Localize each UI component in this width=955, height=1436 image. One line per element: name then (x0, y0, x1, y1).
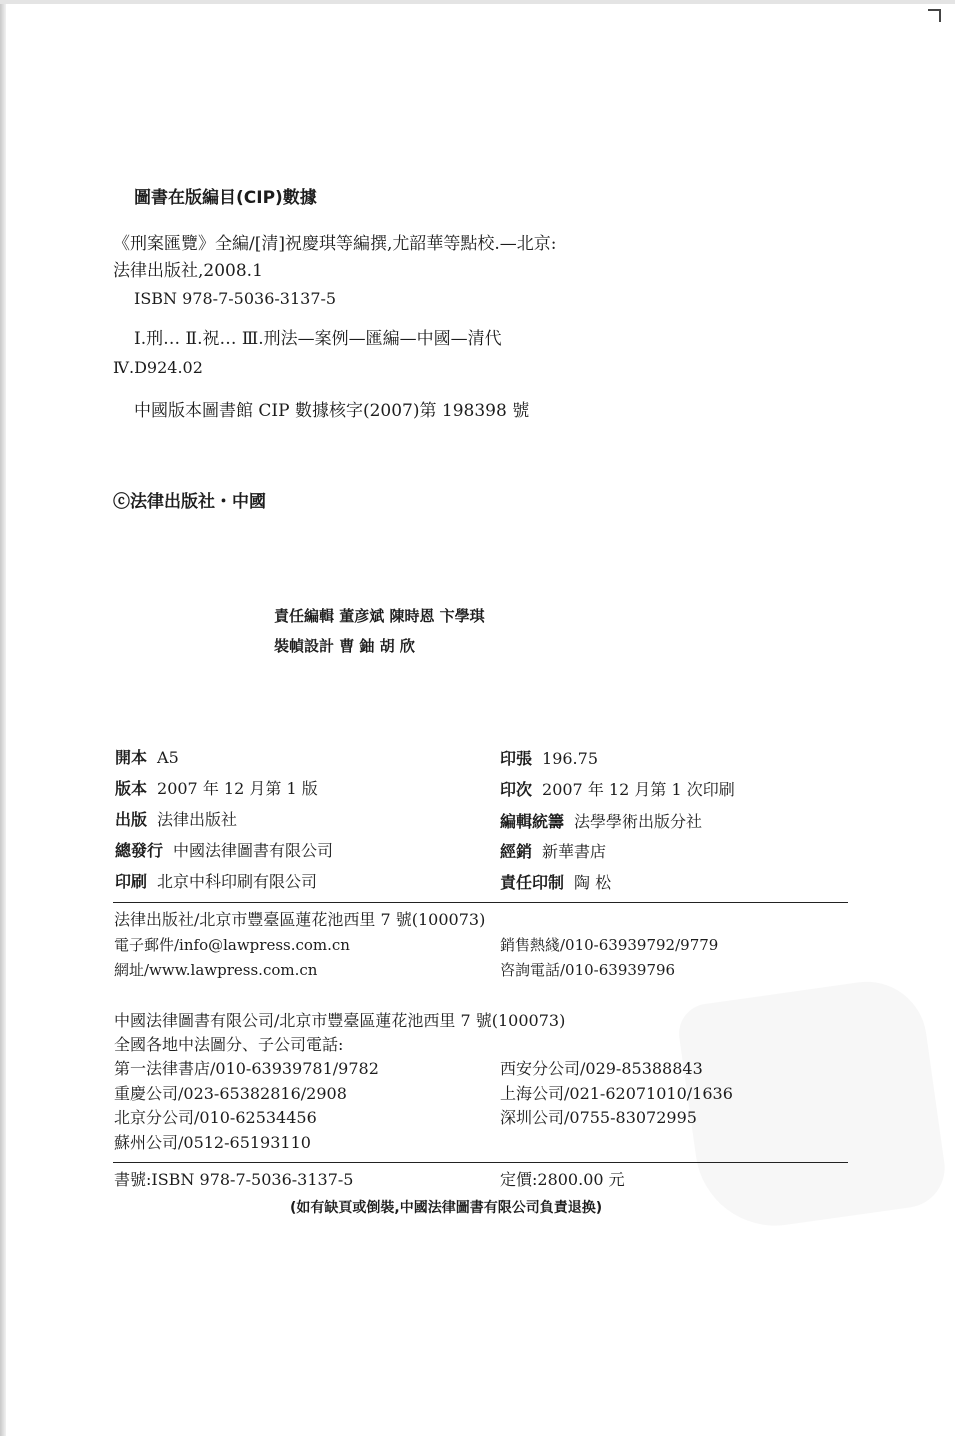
branch-right-3: 深圳公司/0755-83072995 (500, 1108, 697, 1127)
spec-publisher-label: 出版 (115, 810, 148, 829)
spec-sheets (500, 749, 598, 769)
branch-left-2: 重慶公司/023-65382816/2908 (114, 1084, 347, 1103)
responsible-editors: 責任編輯 董彦斌 陳時恩 卞學琪 (274, 607, 485, 625)
spec-print-supervisor (500, 873, 611, 893)
spec-editorial-label: 編輯統籌 (500, 812, 565, 831)
copyright-line: ⓒ法律出版社・中國 (113, 492, 266, 512)
cip-line-2: 法律出版社,2008.1 (113, 261, 263, 281)
branch-left-4: 蘇州公司/0512-65193110 (114, 1133, 311, 1152)
spec-print-supervisor-value: 陶 松 (574, 873, 612, 892)
publisher-address: 法律出版社/北京市豐臺區蓮花池西里 7 號(100073) (114, 910, 486, 929)
page-top-edge (0, 0, 955, 4)
spec-publisher (115, 810, 237, 830)
spec-format-label: 開本 (115, 748, 148, 767)
spec-printing-value: 2007 年 12 月第 1 次印刷 (542, 780, 735, 799)
spec-print-supervisor-label: 責任印制 (500, 873, 565, 892)
branch-left-3: 北京分公司/010-62534456 (114, 1108, 317, 1127)
cip-record: 中國版本圖書館 CIP 數據核字(2007)第 198398 號 (134, 401, 530, 421)
spec-edition-label: 版本 (115, 779, 148, 798)
spec-publisher-value: 法律出版社 (157, 810, 238, 829)
spec-sheets-label: 印張 (500, 749, 533, 768)
branch-right-2: 上海公司/021-62071010/1636 (500, 1084, 733, 1103)
spec-printing-label: 印次 (500, 780, 533, 799)
page-left-edge (0, 0, 6, 1436)
spec-edition-value: 2007 年 12 月第 1 版 (157, 779, 318, 798)
binding-design: 裝幀設計 曹 鈾 胡 欣 (274, 637, 415, 655)
publisher-inquiry-phone: 咨詢電話/010-63939796 (500, 961, 676, 979)
spec-editorial-value: 法學學術出版分社 (574, 812, 703, 831)
spec-seller-label: 經銷 (500, 842, 533, 861)
spec-distribution-label: 總發行 (115, 841, 164, 860)
spec-printer (115, 872, 317, 892)
spec-printer-value: 北京中科印刷有限公司 (157, 872, 318, 891)
spec-sheets-value: 196.75 (542, 749, 598, 768)
spec-editorial (500, 812, 702, 832)
background-seal-stamp (675, 974, 950, 1236)
spec-distribution (115, 841, 333, 861)
spec-printing (500, 780, 735, 800)
spec-distribution-value: 中國法律圖書有限公司 (173, 841, 334, 860)
branch-right-1: 西安分公司/029-85388843 (500, 1059, 703, 1078)
cip-isbn: ISBN 978-7-5036-3137-5 (134, 289, 337, 308)
divider-1 (113, 902, 848, 903)
price: 定價:2800.00 元 (500, 1170, 625, 1189)
corner-mark-icon (926, 8, 942, 24)
publisher-email: 電子郵件/info@lawpress.com.cn (114, 936, 350, 954)
spec-format (115, 748, 179, 768)
branch-left-1: 第一法律書店/010-63939781/9782 (114, 1059, 379, 1078)
distributor-address: 中國法律圖書有限公司/北京市豐臺區蓮花池西里 7 號(100073) (114, 1011, 566, 1030)
spec-edition (115, 779, 318, 799)
spec-format-value: A5 (157, 748, 179, 767)
book-number: 書號:ISBN 978-7-5036-3137-5 (114, 1170, 354, 1189)
cip-heading: 圖書在版編目(CIP)數據 (134, 188, 317, 208)
spec-seller-value: 新華書店 (542, 842, 607, 861)
spec-printer-label: 印刷 (115, 872, 148, 891)
spec-seller (500, 842, 606, 862)
cip-classification: Ⅳ.D924.02 (113, 358, 203, 377)
publisher-sales-phone: 銷售熱綫/010-63939792/9779 (500, 936, 719, 954)
cip-line-1: 《刑案匯覽》全編/[清]祝慶琪等編撰,尤韶華等點校.—北京: (113, 234, 557, 254)
replacement-notice: (如有缺頁或倒裝,中國法律圖書有限公司負責退换) (290, 1200, 603, 1216)
publisher-website: 網址/www.lawpress.com.cn (114, 961, 318, 979)
distributor-intro: 全國各地中法圖分、子公司電話: (114, 1035, 344, 1054)
divider-2 (113, 1162, 848, 1163)
cip-subjects: Ⅰ.刑… Ⅱ.祝… Ⅲ.刑法—案例—匯編—中國—清代 (134, 329, 502, 349)
